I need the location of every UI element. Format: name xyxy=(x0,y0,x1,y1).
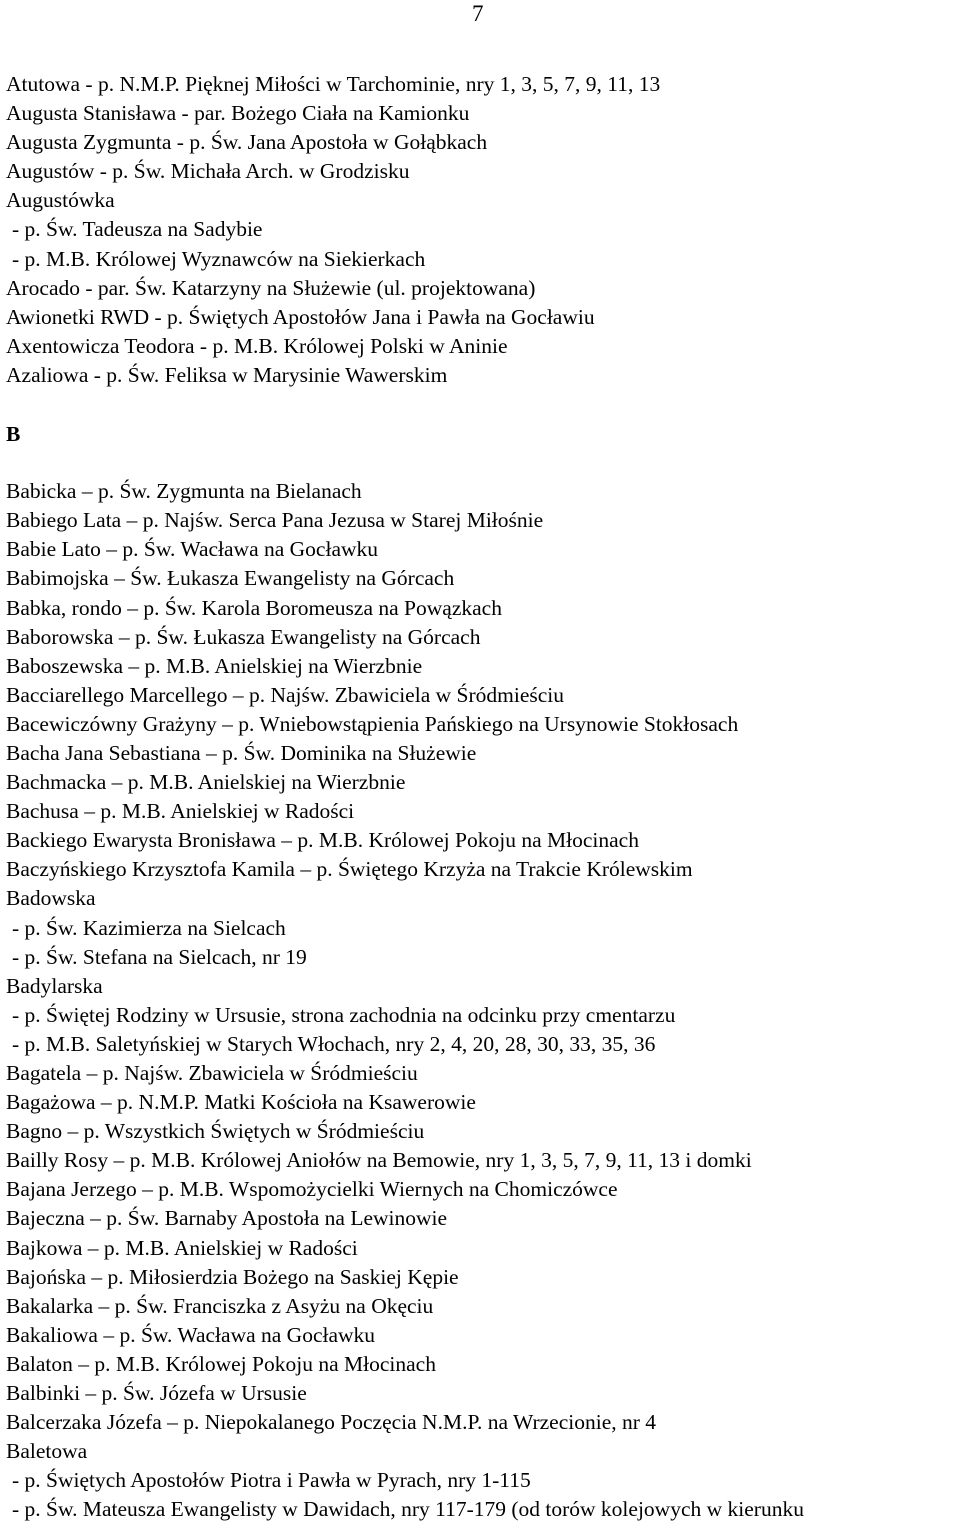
list-item: Bajońska – p. Miłosierdzia Bożego na Saskiej Kępie xyxy=(6,1264,459,1289)
list-item: Augusta Zygmunta - p. Św. Jana Apostoła w Gołąbkach xyxy=(6,130,488,155)
list-subitem: - p. Św. Tadeusza na Sadybie xyxy=(12,217,263,242)
list-item: Bailly Rosy – p. M.B. Królowej Aniołów na Bemowie, nry 1, 3, 5, 7, 9, 11, 13 i domki xyxy=(6,1148,752,1173)
list-item: Baczyńskiego Krzysztofa Kamila – p. Świętego Krzyża na Trakcie Królewskim xyxy=(6,857,693,882)
list-item: Babicka – p. Św. Zygmunta na Bielanach xyxy=(6,479,362,504)
list-subitem: - p. Świętej Rodziny w Ursusie, strona zachodnia na odcinku przy cmentarzu xyxy=(12,1002,676,1027)
list-item: Balbinki – p. Św. Józefa w Ursusie xyxy=(6,1381,307,1406)
list-subitem: - p. Św. Stefana na Sielcach, nr 19 xyxy=(12,944,307,969)
list-item: Augustów - p. Św. Michała Arch. w Grodzisku xyxy=(6,159,410,184)
list-item: Babie Lato – p. Św. Wacława na Gocławku xyxy=(6,537,379,562)
list-item: Augusta Stanisława - par. Bożego Ciała na Kamionku xyxy=(6,101,470,126)
list-item: Augustówka xyxy=(6,188,115,213)
list-item: Babka, rondo – p. Św. Karola Boromeusza na Powązkach xyxy=(6,595,502,620)
list-item: Bakaliowa – p. Św. Wacława na Gocławku xyxy=(6,1322,376,1347)
page-number: 7 xyxy=(472,1,484,26)
list-item: Bajeczna – p. Św. Barnaby Apostoła na Lewinowie xyxy=(6,1206,448,1231)
list-item: Bacha Jana Sebastiana – p. Św. Dominika na Służewie xyxy=(6,740,477,765)
list-item: Bachusa – p. M.B. Anielskiej w Radości xyxy=(6,799,355,824)
list-item: Bagażowa – p. N.M.P. Matki Kościoła na Ksawerowie xyxy=(6,1090,476,1115)
list-item: Bacciarellego Marcellego – p. Najśw. Zbawiciela w Śródmieściu xyxy=(6,682,565,707)
street-parish-list xyxy=(6,70,956,1525)
list-item: Baletowa xyxy=(6,1439,88,1464)
list-item: Bagatela – p. Najśw. Zbawiciela w Śródmieściu xyxy=(6,1061,418,1085)
list-subitem: - p. Św. Kazimierza na Sielcach xyxy=(12,915,286,940)
list-item: Bacewiczówny Grażyny – p. Wniebowstąpienia Pańskiego na Ursynowie Stokłosach xyxy=(6,711,739,736)
list-item: Bajkowa – p. M.B. Anielskiej w Radości xyxy=(6,1235,358,1260)
list-item: Babiego Lata – p. Najśw. Serca Pana Jezusa w Starej Miłośnie xyxy=(6,508,544,533)
list-item: Atutowa - p. N.M.P. Pięknej Miłości w Tarchominie, nry 1, 3, 5, 7, 9, 11, 13 xyxy=(6,72,661,96)
list-item: Bakalarka – p. Św. Franciszka z Asyżu na Okęciu xyxy=(6,1293,434,1318)
list-subitem: - p. M.B. Królowej Wyznawców na Siekierkach xyxy=(12,246,426,271)
letter-heading-b: B xyxy=(6,422,21,447)
list-item: Baboszewska – p. M.B. Anielskiej na Wierzbnie xyxy=(6,653,423,678)
list-item: Balaton – p. M.B. Królowej Pokoju na Młocinach xyxy=(6,1351,436,1376)
list-item: Arocado - par. Św. Katarzyny na Służewie (ul. projektowana) xyxy=(6,275,536,300)
list-item: Balcerzaka Józefa – p. Niepokalanego Poczęcia N.M.P. na Wrzecionie, nr 4 xyxy=(6,1410,657,1435)
list-subitem: - p. Świętych Apostołów Piotra i Pawła w Pyrach, nry 1-115 xyxy=(12,1468,531,1493)
list-item: Awionetki RWD - p. Świętych Apostołów Jana i Pawła na Gocławiu xyxy=(6,304,595,329)
list-subitem: - p. M.B. Saletyńskiej w Starych Włochach, nry 2, 4, 20, 28, 30, 33, 35, 36 xyxy=(12,1031,656,1056)
list-subitem: - p. Św. Mateusza Ewangelisty w Dawidach, nry 117-179 (od torów kolejowych w kierunku xyxy=(12,1497,804,1522)
list-item: Badowska xyxy=(6,886,96,911)
list-item: Bachmacka – p. M.B. Anielskiej na Wierzbnie xyxy=(6,770,406,795)
list-item: Bajana Jerzego – p. M.B. Wspomożycielki Wiernych na Chomiczówce xyxy=(6,1177,618,1202)
list-item: Bagno – p. Wszystkich Świętych w Śródmieściu xyxy=(6,1119,425,1144)
list-item: Babimojska – Św. Łukasza Ewangelisty na Górcach xyxy=(6,566,455,591)
list-item: Badylarska xyxy=(6,973,103,998)
list-item: Azaliowa - p. Św. Feliksa w Marysinie Wawerskim xyxy=(6,362,448,387)
list-item: Backiego Ewarysta Bronisława – p. M.B. Królowej Pokoju na Młocinach xyxy=(6,828,639,853)
list-item: Axentowicza Teodora - p. M.B. Królowej Polski w Aninie xyxy=(6,333,508,358)
list-item: Baborowska – p. Św. Łukasza Ewangelisty na Górcach xyxy=(6,624,481,649)
